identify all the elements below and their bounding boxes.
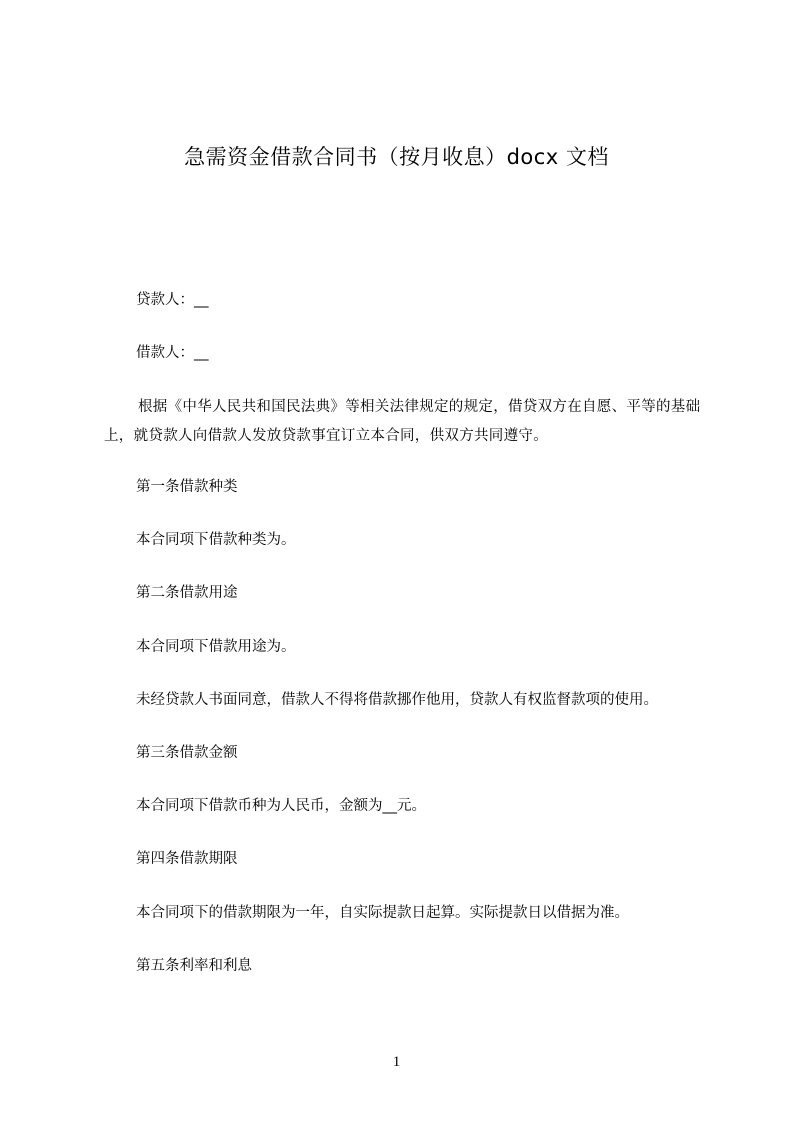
page-number: 1 — [392, 1054, 401, 1070]
article-1-heading: 第一条借款种类 — [136, 479, 238, 495]
article-4-body: 本合同项下的借款期限为一年，自实际提款日起算。实际提款日以借据为准。 — [136, 905, 629, 921]
article-4-heading: 第四条借款期限 — [136, 851, 238, 867]
intro-paragraph: 根据《中华人民共和国民法典》等相关法律规定的规定，借贷双方在自愿、平等的基础上，就贷款人向借款人发放贷款事宜订立本合同，供双方共同遵守。 — [104, 399, 701, 444]
article-2-note: 未经贷款人书面同意，借款人不得将借款挪作他用，贷款人有权监督款项的使用。 — [136, 692, 658, 708]
article-3-heading: 第三条借款金额 — [136, 745, 238, 761]
article-3-body: 本合同项下借款币种为人民币，金额为__元。 — [136, 798, 426, 814]
article-2-body: 本合同项下借款用途为。 — [136, 639, 296, 655]
document-title: 急需资金借款合同书（按月收息）docx 文档 — [184, 145, 609, 169]
article-2-heading: 第二条借款用途 — [136, 585, 238, 601]
borrower-line: 借款人：__ — [136, 345, 209, 361]
article-5-heading: 第五条利率和利息 — [136, 958, 252, 974]
lender-line: 贷款人：__ — [136, 292, 209, 308]
article-1-body: 本合同项下借款种类为。 — [136, 532, 296, 548]
